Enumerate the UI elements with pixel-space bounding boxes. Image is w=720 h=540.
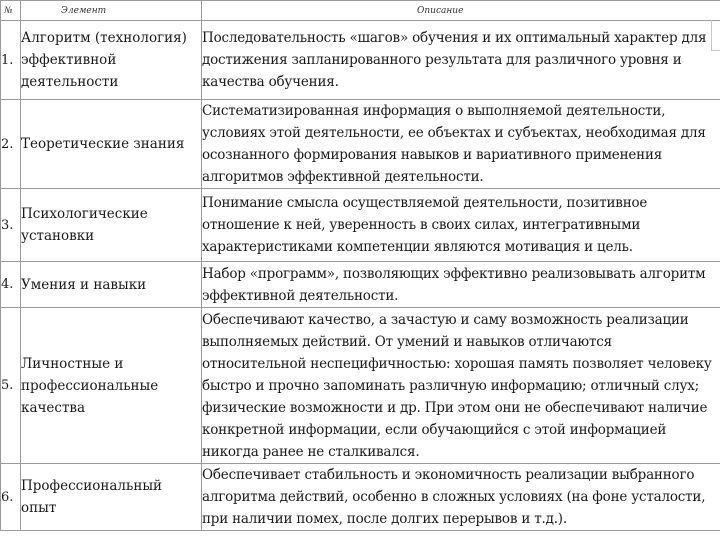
- row-element: Алгоритм (технология) эффективной деятельности: [21, 21, 202, 100]
- row-element: Личностные и профессиональные качества: [21, 308, 202, 464]
- table-row: [1, 21, 720, 100]
- table-row: [1, 100, 720, 189]
- table-row: [1, 189, 720, 262]
- row-description: Обеспечивает стабильность и экономичность реализации выбранного алгоритма действий, особенно в сложных условиях (на фоне усталости, при наличии помех, после долгих перерывов и т.д.).: [202, 464, 720, 531]
- row-description: Набор «программ», позволяющих эффективно реализовывать алгоритм эффективной деятельности.: [202, 262, 720, 308]
- row-description: Систематизированная информация о выполняемой деятельности, условиях этой деятельности, ее объектах и субъектах, необходимая для осознанного формирования навыков и вариативного применения алгоритмов эффективной деятельности.: [202, 100, 720, 189]
- row-description: Обеспечивают качество, а зачастую и саму возможность реализации выполняемых действий. От умений и навыков отличаются относительной неспецифичностью: хорошая память позволяет человеку быстро и прочно запоминать различную информацию; отличный слух; физические возможности и др. При этом они не обеспечивают наличие конкретной информации, если обучающийся с этой информацией никогда ранее не сталкивался.: [202, 308, 720, 464]
- row-number: 1.: [1, 21, 21, 100]
- table-row: [1, 464, 720, 531]
- row-description: Последовательность «шагов» обучения и их оптимальный характер для достижения запланированного результата для различного уровня и качества обучения.: [202, 21, 720, 100]
- row-element: Профессиональный опыт: [21, 464, 202, 531]
- row-element: Психологические установки: [21, 189, 202, 262]
- row-element: Умения и навыки: [21, 262, 202, 308]
- row-number: 4.: [1, 262, 21, 308]
- header-element: Элемент: [21, 1, 202, 21]
- row-number: 5.: [1, 308, 21, 464]
- row-number: 6.: [1, 464, 21, 531]
- row-description: Понимание смысла осуществляемой деятельности, позитивное отношение к ней, уверенность в своих силах, интегративными характеристиками компетенции являются мотивация и цель.: [202, 189, 720, 262]
- table-row: [1, 262, 720, 308]
- table-row: [1, 308, 720, 464]
- row-number: 2.: [1, 100, 21, 189]
- page-corner-mark: [711, 20, 720, 51]
- header-description: Описание: [202, 1, 720, 21]
- row-element: Теоретические знания: [21, 100, 202, 189]
- row-number: 3.: [1, 189, 21, 262]
- header-number: №: [1, 1, 21, 21]
- table-header-row: [1, 1, 720, 21]
